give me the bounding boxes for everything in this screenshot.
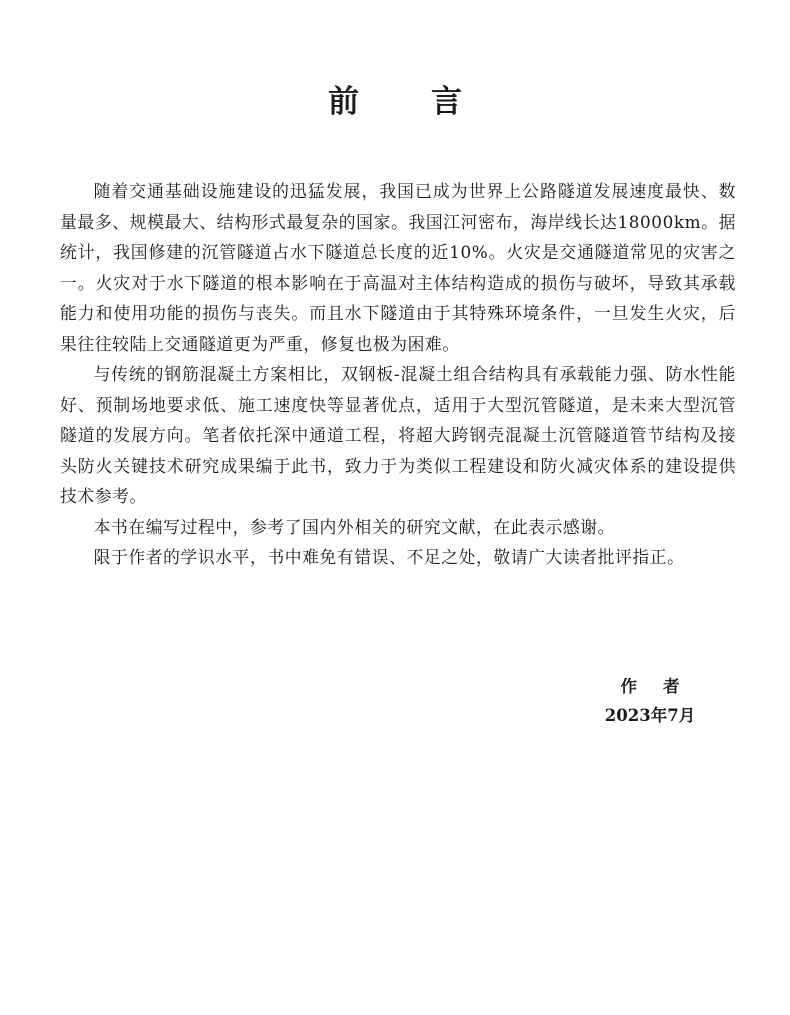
page-title: 前言 (328, 84, 534, 120)
paragraph: 随着交通基础设施建设的迅猛发展，我国已成为世界上公路隧道发展速度最快、数量最多、规模最大、结构形式最复杂的国家。我国江河密布，海岸线长达18000km。据统计，我国修建的沉管隧道占水下隧道总长度的近10%。火灾是交通隧道常见的灾害之一。火灾对于水下隧道的根本影响在于高温对主体结构造成的损伤与破坏，导致其承载能力和使用功能的损伤与丧失。而且水下隧道由于其特殊环境条件，一旦发生火灾，后果往往较陆上交通隧道更为严重，修复也极为困难。 (60, 181, 736, 354)
signature-block (560, 672, 740, 730)
signature-date: 2023年7月 (604, 706, 696, 725)
signature-author: 作者 (620, 677, 706, 696)
paragraph: 本书在编写过程中，参考了国内外相关的研究文献，在此表示感谢。 (93, 516, 616, 537)
paragraph: 与传统的钢筋混凝土方案相比，双钢板-混凝土组合结构具有承载能力强、防水性能好、预制场地要求低、施工速度快等显著优点，适用于大型沉管隧道，是未来大型沉管隧道的发展方向。笔者依托深中通道工程，将超大跨钢壳混凝土沉管隧道管节结构及接头防火关键技术研究成果编于此书，致力于为类似工程建设和防火减灾体系的建设提供技术参考。 (60, 364, 736, 506)
paragraph: 限于作者的学识水平，书中难免有错误、不足之处，敬请广大读者批评指正。 (93, 547, 685, 567)
preface-body (60, 176, 736, 573)
